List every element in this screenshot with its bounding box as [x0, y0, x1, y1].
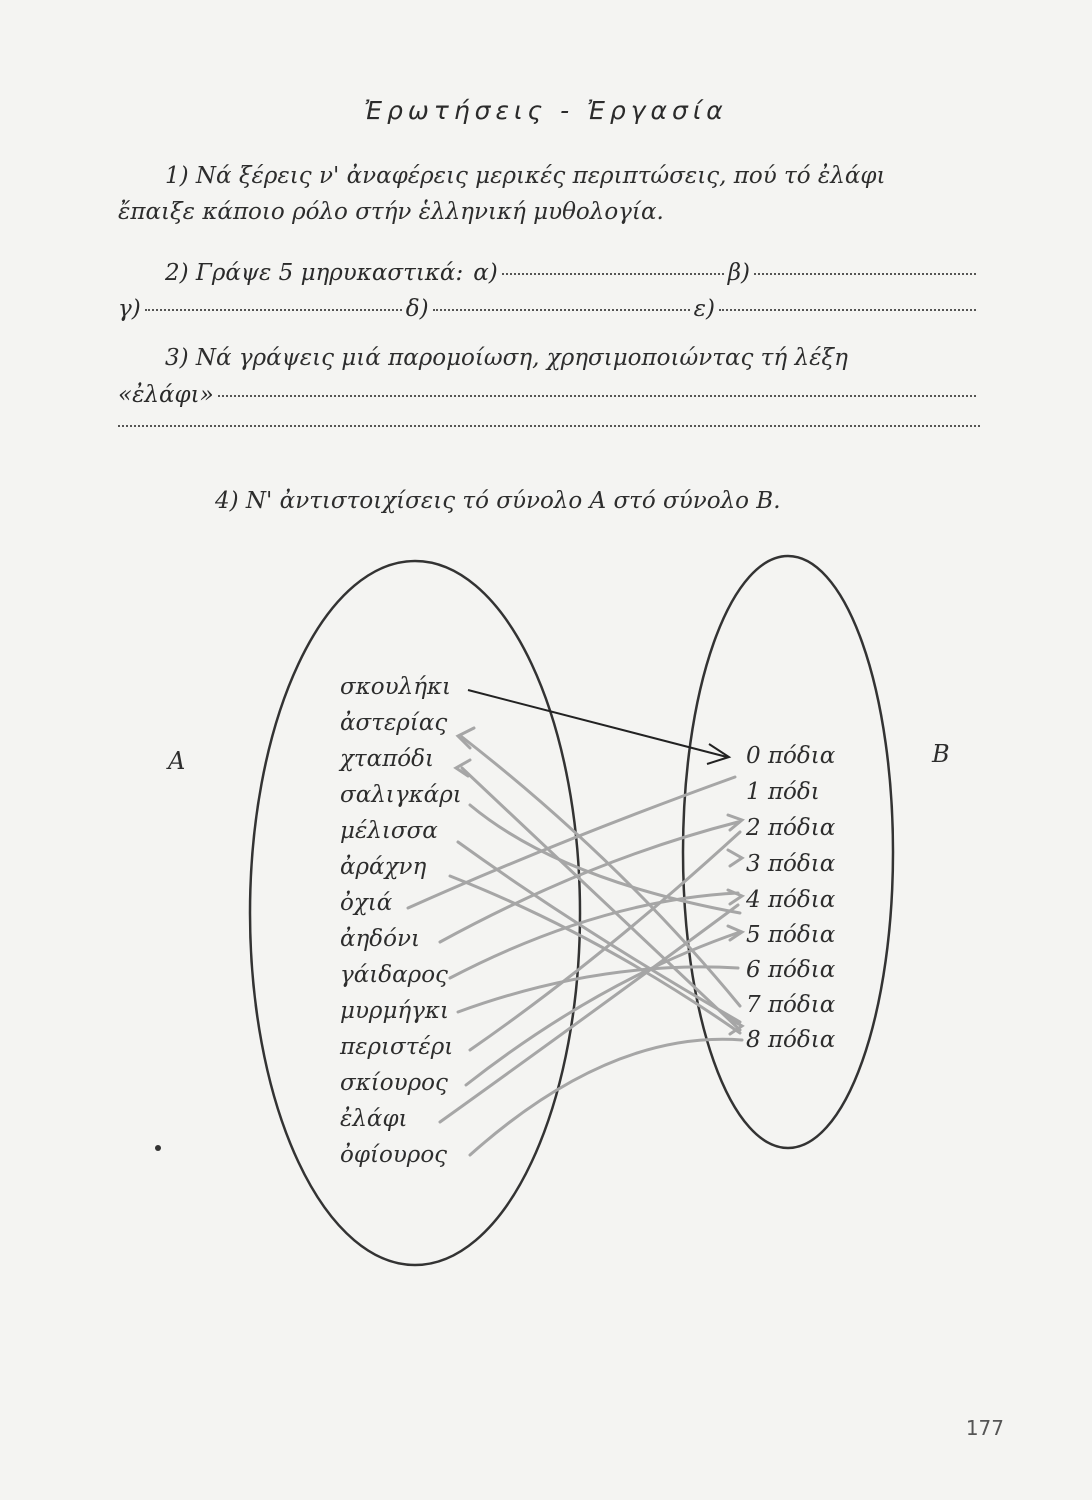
set-a-item: γάιδαρος	[340, 962, 448, 988]
page-number: 177	[965, 1416, 1004, 1440]
question-2-prompt: 2) Γράψε 5 μηρυκαστικά:	[165, 260, 464, 286]
answer-b-label: β)	[727, 260, 751, 286]
stray-dot	[155, 1145, 161, 1151]
question-1-line-1: 1) Νά ξέρεις ν' ἀναφέρεις μερικές περιπτώσεις, πού τό ἐλάφι	[165, 163, 886, 189]
question-4-text: 4) Ν' ἀντιστοιχίσεις τό σύνολο Α στό σύνολο Β.	[215, 488, 781, 514]
set-b-item: 4 πόδια	[746, 887, 836, 913]
pencil-arrowhead-b-3	[728, 850, 742, 866]
set-b-label: Β	[932, 740, 950, 768]
set-a-item: σκίουρος	[340, 1070, 448, 1096]
set-a-item: ἀηδόνι	[340, 926, 421, 952]
set-a-item: περιστέρι	[340, 1034, 454, 1060]
set-a-item: μυρμήγκι	[340, 998, 450, 1024]
set-a-item: ἐλάφι	[340, 1106, 408, 1132]
question-3-line-1: 3) Νά γράψεις μιά παρομοίωση, χρησιμοποιώντας τή λέξη	[165, 345, 848, 371]
set-a-item: σαλιγκάρι	[340, 782, 462, 808]
answer-a-label: α)	[473, 260, 498, 286]
set-a-item: ὀφίουρος	[340, 1142, 448, 1168]
answer-d-label: δ)	[405, 296, 429, 322]
answer-e-label: ε)	[693, 296, 715, 322]
set-b-item: 8 πόδια	[746, 1027, 836, 1053]
page-title: Ἐρωτήσεις - Ἐργασία	[364, 96, 728, 125]
set-b-item: 0 πόδια	[746, 743, 836, 769]
set-a-item: σκουλήκι	[340, 674, 452, 700]
set-a-item: ὀχιά	[340, 890, 393, 916]
set-b-item: 3 πόδια	[746, 851, 836, 877]
set-b-item: 2 πόδια	[746, 815, 836, 841]
set-b-item: 5 πόδια	[746, 922, 836, 948]
pencil-line-aidoni	[440, 822, 738, 942]
set-a-label: Α	[168, 747, 186, 775]
example-arrow-line	[468, 690, 727, 757]
set-b-item: 6 πόδια	[746, 957, 836, 983]
set-a-item: ἀράχνη	[340, 854, 427, 880]
set-a-item: ἀστερίας	[340, 710, 448, 736]
pencil-arrowhead-b-4	[728, 890, 742, 904]
set-b-item: 7 πόδια	[746, 992, 836, 1018]
pencil-line-ofiouros	[470, 1039, 742, 1155]
set-b-item: 1 πόδι	[746, 779, 820, 805]
pencil-line-elafi	[440, 905, 738, 1122]
set-a-item: μέλισσα	[340, 818, 438, 844]
question-3-word: «ἐλάφι»	[118, 382, 214, 408]
set-a-item: χταπόδι	[340, 746, 435, 772]
question-1-line-2: ἔπαιξε κάποιο ρόλο στήν ἑλληνική μυθολογία.	[118, 199, 664, 225]
answer-c-label: γ)	[118, 296, 141, 322]
